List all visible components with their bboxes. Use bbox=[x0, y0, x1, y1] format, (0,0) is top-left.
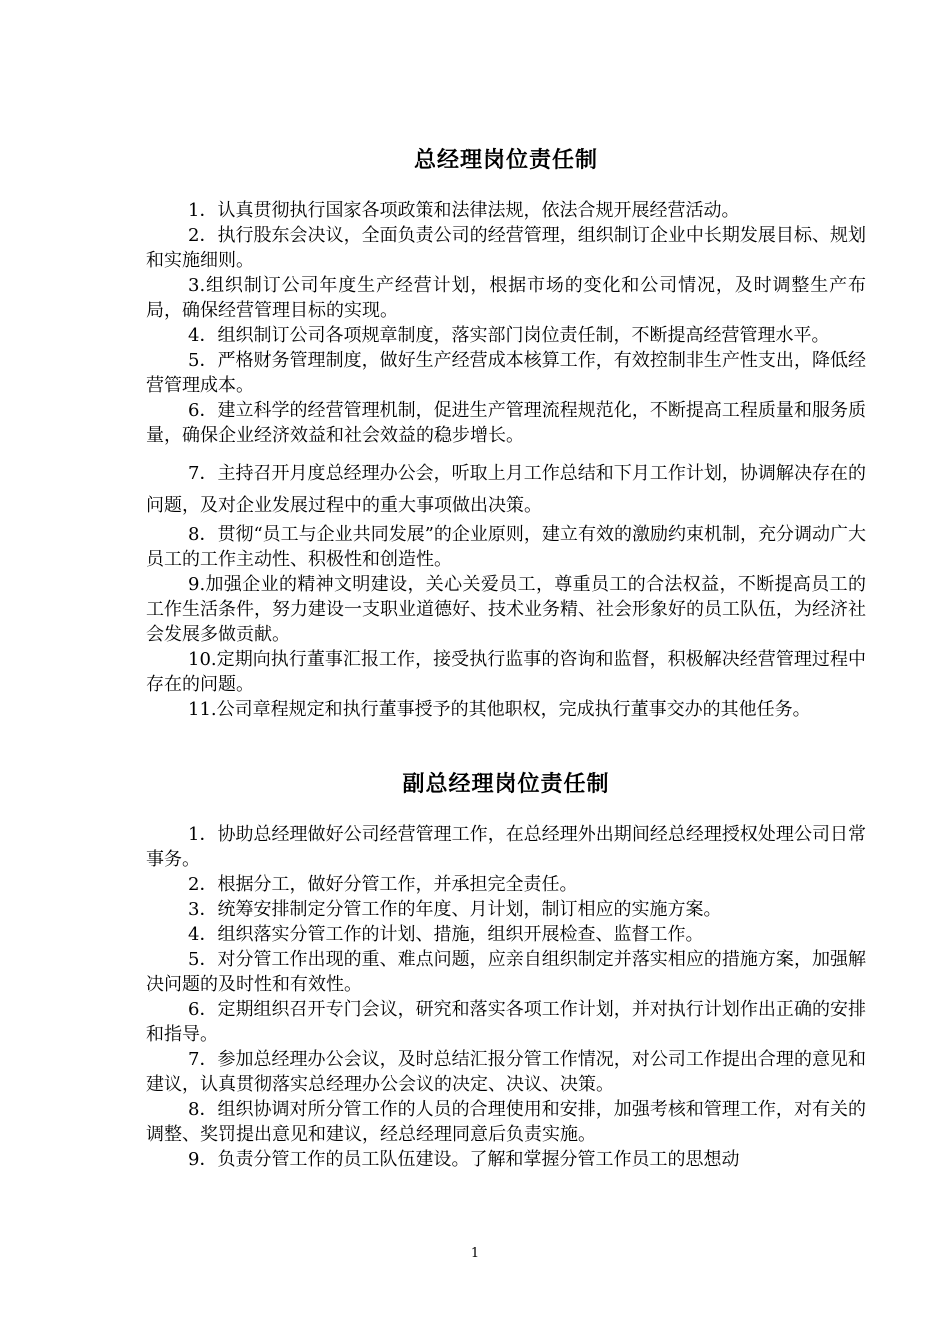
section2-item-8: 8．组织协调对所分管工作的人员的合理使用和安排，加强考核和管理工作，对有关的调整、奖罚提出意见和建议，经总经理同意后负责实施。 bbox=[146, 1099, 866, 1145]
section1-item-4: 4．组织制订公司各项规章制度，落实部门岗位责任制，不断提高经营管理水平。 bbox=[188, 325, 830, 346]
section1-item-6: 6．建立科学的经营管理机制，促进生产管理流程规范化，不断提高工程质量和服务质量，确保企业经济效益和社会效益的稳步增长。 bbox=[146, 400, 866, 446]
section1-item-7: 7．主持召开月度总经理办公会，听取上月工作总结和下月工作计划，协调解决存在的问题，及对企业发展过程中的重大事项做出决策。 bbox=[146, 463, 866, 516]
section1-item-3: 3.组织制订公司年度生产经营计划，根据市场的变化和公司情况，及时调整生产布局，确保经营管理目标的实现。 bbox=[146, 275, 866, 321]
section2-item-6: 6．定期组织召开专门会议，研究和落实各项工作计划，并对执行计划作出正确的安排和指导。 bbox=[146, 999, 866, 1045]
section1-item-11: 11.公司章程规定和执行董事授予的其他职权，完成执行董事交办的其他任务。 bbox=[188, 699, 811, 720]
section1-item-8: 8．贯彻“员工与企业共同发展”的企业原则，建立有效的激励约束机制，充分调动广大员工的工作主动性、积极性和创造性。 bbox=[146, 524, 866, 570]
page-number: 1 bbox=[470, 1246, 480, 1261]
section1-item-5: 5．严格财务管理制度，做好生产经营成本核算工作，有效控制非生产性支出，降低经营管理成本。 bbox=[146, 350, 866, 396]
section2-title: 副总经理岗位责任制 bbox=[402, 771, 610, 797]
page-content bbox=[146, 142, 866, 1172]
section2-item-3: 3．统筹安排制定分管工作的年度、月计划，制订相应的实施方案。 bbox=[188, 899, 722, 920]
section2-item-5: 5．对分管工作出现的重、难点问题，应亲自组织制定并落实相应的措施方案，加强解决问题的及时性和有效性。 bbox=[146, 949, 866, 995]
section2-item-9: 9．负责分管工作的员工队伍建设。了解和掌握分管工作员工的思想动 bbox=[188, 1149, 740, 1170]
section1-item-9: 9.加强企业的精神文明建设，关心关爱员工，尊重员工的合法权益，不断提高员工的工作生活条件，努力建设一支职业道德好、技术业务精、社会形象好的员工队伍，为经济社会发展多做贡献。 bbox=[146, 574, 866, 645]
section2-item-7: 7．参加总经理办公会议，及时总结汇报分管工作情况，对公司工作提出合理的意见和建议，认真贯彻落实总经理办公会议的决定、决议、决策。 bbox=[146, 1049, 866, 1095]
section1-title: 总经理岗位责任制 bbox=[413, 147, 598, 173]
section2-item-2: 2．根据分工，做好分管工作，并承担完全责任。 bbox=[188, 874, 578, 895]
section1-item-1: 1．认真贯彻执行国家各项政策和法律法规，依法合规开展经营活动。 bbox=[188, 200, 740, 221]
section2-item-4: 4．组织落实分管工作的计划、措施，组织开展检查、监督工作。 bbox=[188, 924, 704, 945]
section1-item-2: 2．执行股东会决议，全面负责公司的经营管理，组织制订企业中长期发展目标、规划和实施细则。 bbox=[146, 225, 866, 271]
section1-item-10: 10.定期向执行董事汇报工作，接受执行监事的咨询和监督，积极解决经营管理过程中存在的问题。 bbox=[146, 649, 866, 695]
section2-item-1: 1．协助总经理做好公司经营管理工作，在总经理外出期间经总经理授权处理公司日常事务。 bbox=[146, 824, 866, 870]
